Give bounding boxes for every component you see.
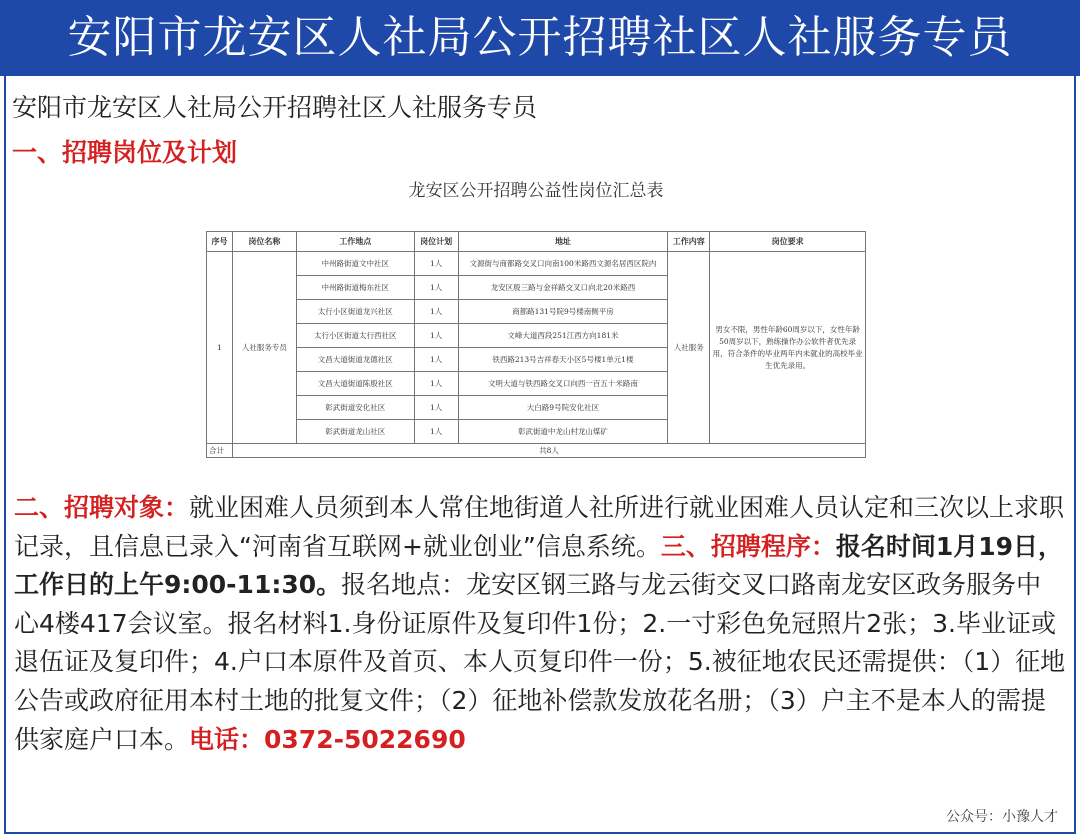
cell-place: 彰武街道安化社区 <box>296 396 414 420</box>
document-subtitle: 安阳市龙安区人社局公开招聘社区人社服务专员 <box>12 93 538 122</box>
cell-address: 彰武街道中龙山村龙山煤矿 <box>458 420 668 444</box>
cell-seq: 1 <box>207 252 233 444</box>
cell-total-value: 共8人 <box>232 444 865 458</box>
table-row <box>207 252 866 276</box>
cell-place: 文昌大道街道龙德社区 <box>296 348 414 372</box>
cell-address: 文峰大道西段251江西方向181米 <box>458 324 668 348</box>
cell-count: 1人 <box>414 348 458 372</box>
cell-count: 1人 <box>414 276 458 300</box>
cell-count: 1人 <box>414 252 458 276</box>
cell-total-label: 合计 <box>207 444 233 458</box>
cell-place: 文昌大道街道陈殷社区 <box>296 372 414 396</box>
header-work-content: 工作内容 <box>668 232 710 252</box>
header-place: 工作地点 <box>296 232 414 252</box>
table-header-row <box>207 232 866 252</box>
cell-count: 1人 <box>414 300 458 324</box>
cell-count: 1人 <box>414 396 458 420</box>
cell-address: 商都路131号院9号楼南侧平房 <box>458 300 668 324</box>
section3-text: 报名地点：龙安区钢三路与龙云街交叉口路南龙安区政务服务中心4楼417会议室。报名材料1.身份证原件及复印件1份；2.一寸彩色免冠照片2张；3.毕业证或退伍证及复印件；4.户口本原件及首页、本人页复印件一份；5.被征地农民还需提供：（1）征地公告或政府征用本村土地的批复文件；（2）征地补偿款发放花名册；（3）户主不是本人的需提供家庭户口本。 <box>14 570 1066 754</box>
section1-heading: 一、招聘岗位及计划 <box>12 138 238 167</box>
phone-number: 电话：0372-5022690 <box>189 724 466 754</box>
job-table <box>206 231 866 458</box>
cell-count: 1人 <box>414 372 458 396</box>
section2-heading: 二、招聘对象： <box>14 493 190 522</box>
cell-address: 龙安区殷三路与金祥路交叉口向北20米路西 <box>458 276 668 300</box>
cell-count: 1人 <box>414 324 458 348</box>
cell-place: 中州路街道梅东社区 <box>296 276 414 300</box>
table-title: 龙安区公开招聘公益性岗位汇总表 <box>408 181 664 201</box>
cell-address: 文源街与商都路交叉口向南100米路西文源名居西区院内 <box>458 252 668 276</box>
header-requirements: 岗位要求 <box>710 232 866 252</box>
cell-place: 彰武街道龙山社区 <box>296 420 414 444</box>
table-total-row <box>207 444 866 458</box>
cell-place: 太行小区街道龙兴社区 <box>296 300 414 324</box>
cell-address: 大白路9号院安化社区 <box>458 396 668 420</box>
job-table-image <box>204 168 868 480</box>
header-address: 地址 <box>458 232 668 252</box>
section2-text: 就业困难人员须到本人常住地街道人社所进行就业困难人员认定和三次以上求职记录，且信息已录入“河南省互联网+就业创业”信息系统。 <box>14 493 1065 561</box>
header-position: 岗位名称 <box>232 232 296 252</box>
section3-heading: 三、招聘程序： <box>660 531 836 561</box>
footer-account: 公众号：小豫人才 <box>946 809 1058 825</box>
banner-title: 安阳市龙安区人社局公开招聘社区人社服务专员 <box>0 0 1080 76</box>
cell-place: 中州路街道文中社区 <box>296 252 414 276</box>
header-seq: 序号 <box>207 232 233 252</box>
cell-place: 太行小区街道太行西社区 <box>296 324 414 348</box>
cell-count: 1人 <box>414 420 458 444</box>
cell-address: 文明大道与铁西路交叉口向西一百五十米路南 <box>458 372 668 396</box>
registration-time: 报名时间1月19日，工作日的上午9:00-11:30。 <box>14 531 1064 600</box>
header-plan: 岗位计划 <box>414 232 458 252</box>
cell-work-content: 人社服务 <box>668 252 710 444</box>
cell-address: 铁西路213号吉祥春天小区5号楼1单元1楼 <box>458 348 668 372</box>
recruitment-body <box>14 489 1066 759</box>
cell-position: 人社服务专员 <box>232 252 296 444</box>
cell-requirements: 男女不限，男性年龄60周岁以下，女性年龄50周岁以下，熟练操作办公软件者优先录用，符合条件的毕业两年内未就业的高校毕业生优先录用。 <box>710 252 866 444</box>
